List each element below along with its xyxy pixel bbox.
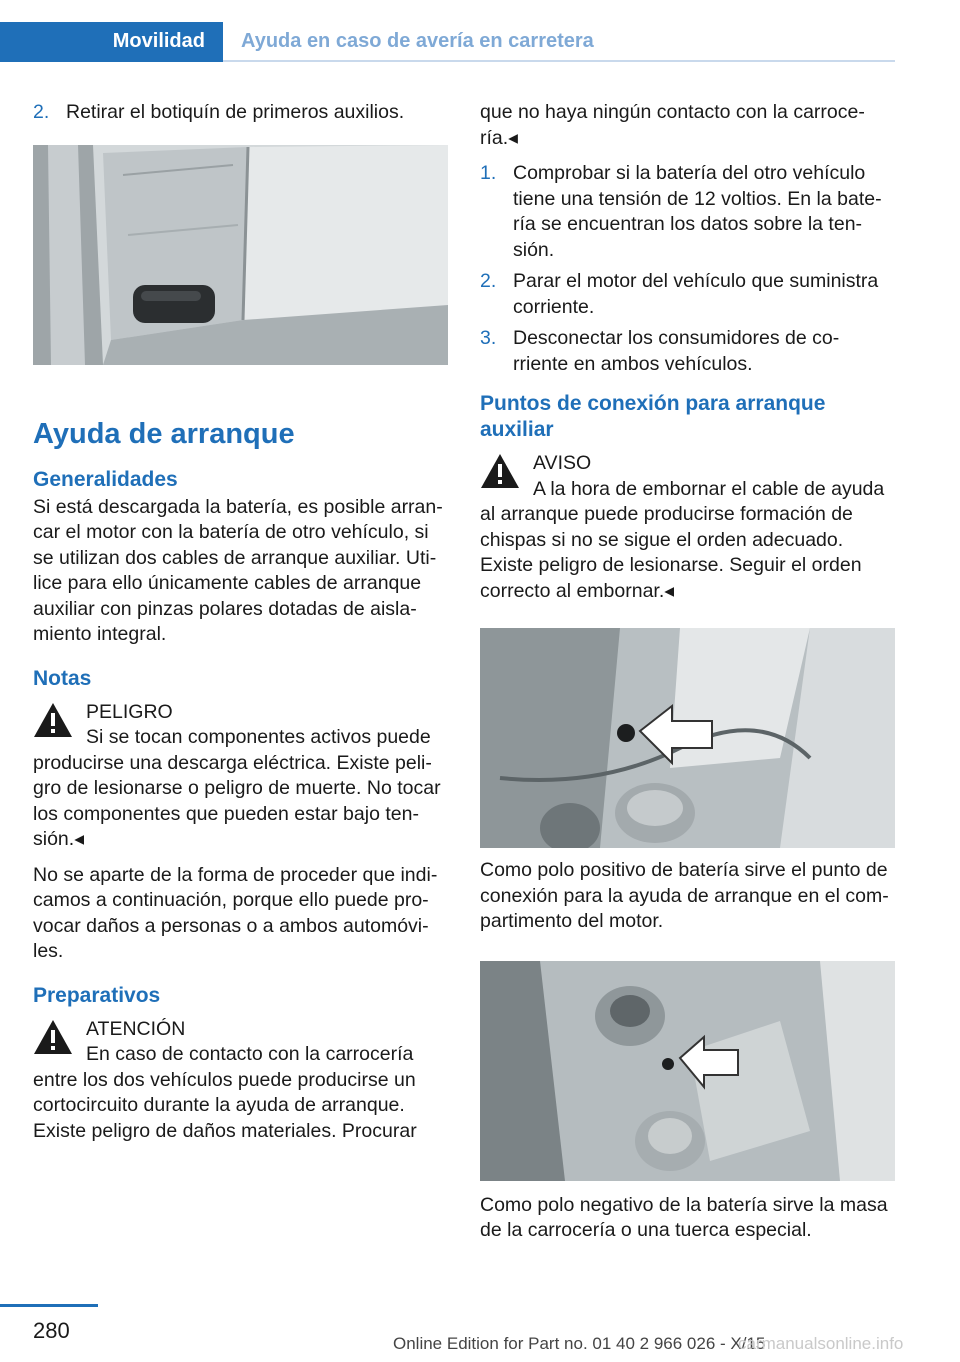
caution-warning [33,1017,448,1145]
notice-warning [480,451,895,604]
notas-text: No se aparte de la forma de proceder que indi‐ camos a continuación, porque ello puede pro‐ vocar daños a personas o a ambos automóvi‐ les. [33,863,438,962]
step-text: Comprobar si la batería del otro vehículo tiene una tensión de 12 voltios. En la bate‐ ría se encuentran los datos sobre la ten‐ sión. [513,162,882,261]
warning-triangle-icon [33,1019,73,1055]
footer-divider [0,1304,98,1307]
negative-terminal-image [480,961,895,1181]
danger-warning [33,700,448,853]
first-aid-kit-image [33,145,448,365]
step-number: 1. [480,162,497,184]
watermark: carmanualsonline.info [738,1334,904,1353]
notice-label: AVISO [533,452,592,474]
caution-text: entre los dos vehículos puede producirse un cortocircuito durante la ayuda de arranque. Existe peligro de daños materiales. Procurar [33,1068,417,1142]
step-text: Retirar el botiquín de primeros auxilios. [66,101,405,123]
generalidades-heading: Generalidades [33,467,178,491]
step-number: 2. [480,270,497,292]
edition-label: Online Edition for Part no. 01 40 2 966 026 - X/15 [393,1334,766,1353]
caption-positive: Como polo positivo de batería sirve el punto de conexión para la ayuda de arranque en el com‐ partimento del motor. [480,859,889,932]
preparativos-heading: Preparativos [33,983,161,1007]
generalidades-text: Si está descargada la batería, es posible arran‐ car el motor con la batería de otro vehículo, si se utilizan dos cables de arranque auxiliar. Uti‐ lice para ello únicamente cables de arranque auxiliar con pinzas polares dotadas de aisla‐ miento integral. [33,495,443,645]
step-text: Parar el motor del vehículo que suministra corriente. [513,270,879,318]
danger-text-first-line: Si se tocan componentes activos puede [86,726,431,748]
page-number: 280 [33,1318,70,1343]
notice-text-first-line: A la hora de embornar el cable de ayuda [533,477,885,500]
step-item [33,100,448,126]
section-label: Movilidad [112,30,205,52]
header-divider [223,60,895,62]
puntos-heading: Puntos de conexión para arranque auxiliar [480,392,826,441]
page-header [0,22,895,62]
left-column [33,100,448,1144]
danger-label: PELIGRO [86,700,173,723]
positive-terminal-image [480,628,895,848]
caption-negative: Como polo negativo de la batería sirve la masa de la carrocería o una tuerca especial. [480,1193,888,1241]
section-title: Ayuda de arranque [33,417,295,450]
caution-text-first-line: En caso de contacto con la carrocería [86,1043,414,1065]
caution-label: ATENCIÓN [86,1017,186,1040]
step-number: 3. [480,327,497,349]
notice-text: al arranque puede producirse formación de chispas si no se sigue el orden adecuado. Existe peligro de lesionarse. Seguir el orden correcto al embornar.◂ [480,503,862,602]
warning-triangle-icon [33,702,73,738]
step-item [480,161,895,263]
warning-triangle-icon [480,453,520,489]
step-text: Desconectar los consumidores de co‐ rriente en ambos vehículos. [513,327,840,375]
step-item [480,326,895,377]
step-number: 2. [33,101,50,123]
notas-heading: Notas [33,666,92,690]
step-item [480,269,895,320]
section-tab [0,22,223,62]
danger-text: producirse una descarga eléctrica. Existe peli‐ gro de lesionarse o peligro de muerte. No tocar los componentes que pueden estar bajo ten‐ sión.◂ [33,751,441,850]
right-column [480,100,895,1244]
chapter-title: Ayuda en caso de avería en carretera [241,30,594,52]
continuation-text: que no haya ningún contacto con la carroce‐ ría.◂ [480,101,865,149]
